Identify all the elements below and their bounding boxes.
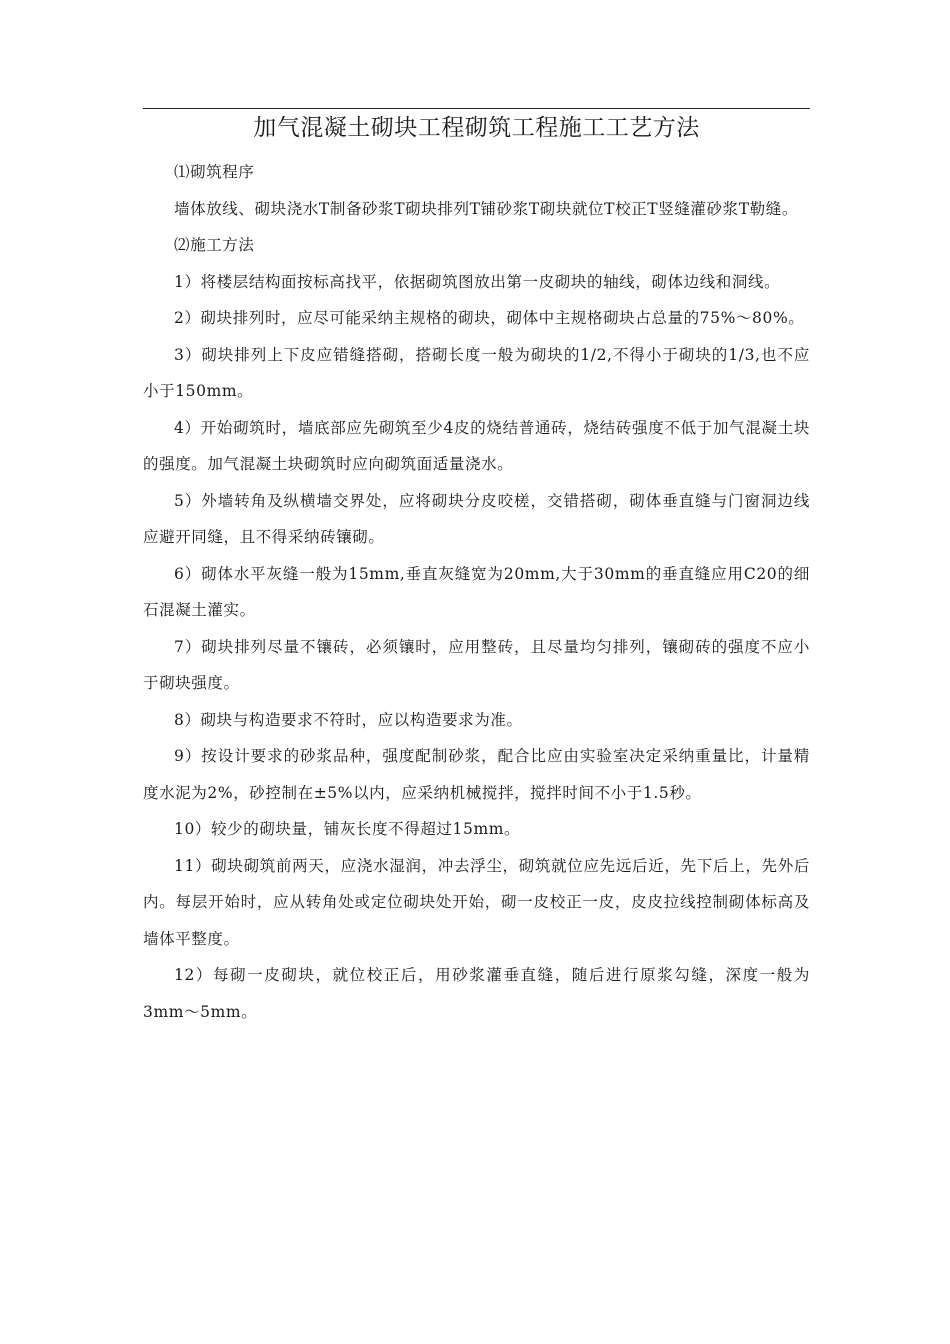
paragraph-item-9: 9）按设计要求的砂浆品种，强度配制砂浆，配合比应由实验室决定采纳重量比，计量精度水泥为2%，砂控制在±5%以内，应采纳机械搅拌，搅拌时间不小于1.5秒。 bbox=[143, 747, 810, 802]
paragraph-item-11: 11）砌块砌筑前两天，应浇水湿润，冲去浮尘，砌筑就位应先远后近，先下后上，先外后内。每层开始时，应从转角处或定位砌块处开始，砌一皮校正一皮，皮皮拉线控制砌体标高及墙体平整度。 bbox=[143, 856, 810, 948]
paragraph-item-12: 12）每砌一皮砌块，就位校正后，用砂浆灌垂直缝，随后进行原浆勾缝，深度一般为3mm〜5mm。 bbox=[143, 966, 810, 1021]
paragraph-procedure-steps: 墙体放线、砌块浇水T制备砂浆T砌块排列T铺砂浆T砌块就位T校正T竖缝灌砂浆T勒缝。 bbox=[174, 199, 798, 218]
section-heading-method: ⑵施工方法 bbox=[174, 236, 255, 254]
paragraph-item-7: 7）砌块排列尽量不镶砖，必须镶时，应用整砖，且尽量均匀排列，镶砌砖的强度不应小于砌块强度。 bbox=[143, 637, 810, 692]
document-body bbox=[143, 154, 810, 1030]
paragraph-item-10: 10）较少的砌块量，铺灰长度不得超过15mm。 bbox=[174, 820, 521, 838]
header-rule bbox=[143, 108, 810, 109]
paragraph-item-4: 4）开始砌筑时，墙底部应先砌筑至少4皮的烧结普通砖，烧结砖强度不低于加气混凝土块的强度。加气混凝土块砌筑时应向砌筑面适量浇水。 bbox=[143, 418, 810, 473]
paragraph-item-1: 1）将楼层结构面按标高找平，依据砌筑图放出第一皮砌块的轴线，砌体边线和洞线。 bbox=[174, 272, 781, 291]
paragraph-item-8: 8）砌块与构造要求不符时，应以构造要求为准。 bbox=[174, 710, 523, 729]
paragraph-item-2: 2）砌块排列时，应尽可能采纳主规格的砌块，砌体中主规格砌块占总量的75%〜80%。 bbox=[174, 309, 805, 327]
paragraph-item-3: 3）砌块排列上下皮应错缝搭砌，搭砌长度一般为砌块的1/2,不得小于砌块的1/3,也不应小于150mm。 bbox=[143, 345, 810, 400]
section-heading-procedure: ⑴砌筑程序 bbox=[174, 163, 255, 181]
paragraph-item-5: 5）外墙转角及纵横墙交界处，应将砌块分皮咬槎，交错搭砌，砌体垂直缝与门窗洞边线应避开同缝，且不得采纳砖镶砌。 bbox=[143, 491, 810, 546]
paragraph-item-6: 6）砌体水平灰缝一般为15mm,垂直灰缝宽为20mm,大于30mm的垂直缝应用C20的细石混凝土灌实。 bbox=[143, 564, 810, 619]
document-title: 加气混凝土砌块工程砌筑工程施工工艺方法 bbox=[253, 115, 700, 141]
